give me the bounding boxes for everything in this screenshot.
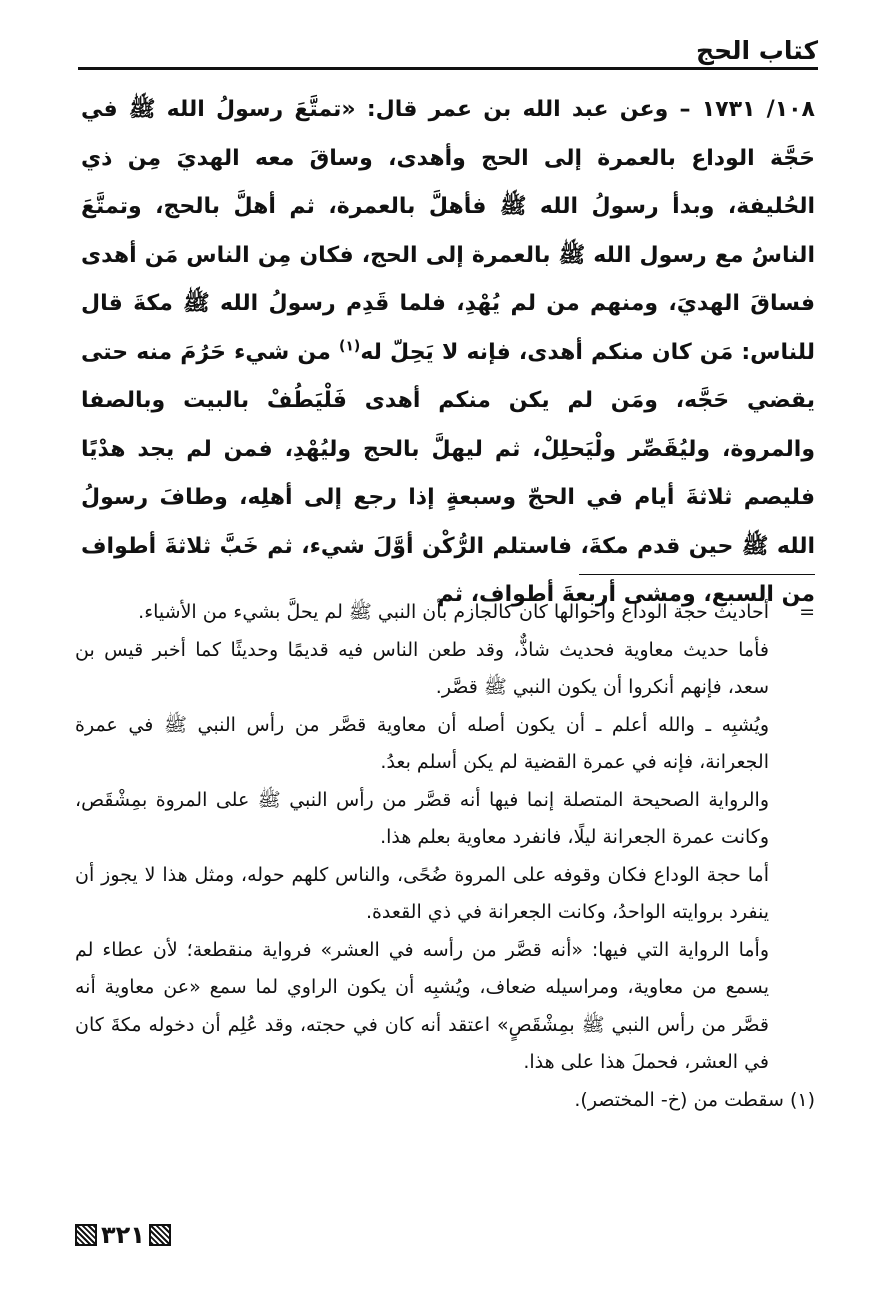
footnote-paragraph [75, 632, 815, 707]
chapter-title: كتاب الحج [696, 36, 818, 65]
footnote-paragraph [75, 857, 815, 932]
footnote-note-1 [75, 1082, 815, 1120]
hadith-text [81, 86, 815, 620]
footnote-paragraph [75, 932, 815, 1082]
page-number [75, 1218, 171, 1252]
footnote-text: أما حجة الوداع فكان وقوفه على المروة ضُحًى، والناس كلهم حوله، ومثل هذا لا يجوز أن ينفرد بروايته الواحدُ، وكانت الجعرانة في ذي القعدة. [75, 863, 769, 923]
footnotes [75, 594, 815, 1119]
hadith-body-part2: من شيء حَرُمَ منه حتى يقضي حَجَّه، ومَن لم يكن منكم أهدى فَلْيَطُفْ بالبيت وبالصفا والمروة، وليُقَصِّر ولْيَحلِلْ، ثم ليهلَّ بالحج وليُهْدِ، فمن لم يجد هدْيًا فليصم ثلاثةَ أيام في الحجّ وسبعةٍ إذا رجع إلى أهلِه، وطافَ رسولُ الله ﷺ حين قدم مكةَ، فاستلم الرُّكْن أوَّلَ شيء، ثم خَبَّ ثلاثةَ أطواف من السبع، ومشى أربعةَ أطواف، ثم [81, 339, 815, 607]
continuation-mark: = [799, 601, 815, 623]
footnote-paragraph [75, 707, 815, 782]
page-number-text: ٣٢١ [101, 1221, 145, 1249]
ornament-icon [75, 1224, 97, 1246]
header-rule [78, 67, 818, 70]
hadith-paragraph [81, 86, 815, 620]
hadith-number: ١٠٨/ ١٧٣١ [701, 97, 815, 122]
footnote-text: والرواية الصحيحة المتصلة إنما فيها أنه قصَّر من رأس النبي ﷺ على المروة بمِشْقَص، وكانت عمرة الجعرانة ليلًا، فانفرد معاوية بعلم هذا. [75, 788, 769, 848]
footnote-text: وأما الرواية التي فيها: «أنه قصَّر من رأسه في العشر» فرواية منقطعة؛ لأن عطاء لم يسمع من معاوية، ومراسيله ضعاف، ويُشبِه أن يكون الراوي لما سمع «عن معاوية أنه قصَّر من رأس النبي ﷺ بمِشْقَصٍ» اعتقد أنه كان في حجته، وقد عُلِم أن دخوله مكةَ كان في العشر، فحملَ هذا على هذا. [75, 938, 769, 1073]
footnote-paragraph [75, 782, 815, 857]
footnote-note-text: (١) سقطت من (خ- المختصر). [574, 1088, 815, 1111]
footnote-text: فأما حديث معاوية فحديث شاذٌّ، وقد طعن الناس فيه قديمًا وحديثًا كما أخبر قيس بن سعد، فإنهم أنكروا أن يكون النبي ﷺ قصَّر. [75, 638, 769, 698]
footnote-paragraph [75, 594, 815, 632]
running-header [78, 36, 818, 70]
hadith-body-part1: – وعن عبد الله بن عمر قال: «تمتَّعَ رسولُ الله ﷺ في حَجَّة الوداع بالعمرة إلى الحج وأهدى، وساقَ معه الهديَ مِن ذي الحُليفة، وبدأ رسولُ الله ﷺ فأهلَّ بالعمرة، ثم أهلَّ بالحج، وتمتَّعَ الناسُ مع رسول الله ﷺ بالعمرة إلى الحج، فكان مِن الناس مَن أهدى فساقَ الهديَ، ومنهم من لم يُهْدِ، فلما قَدِم رسولُ الله ﷺ مكةَ قال للناس: مَن كان منكم أهدى، فإنه لا يَحِلّ له [81, 97, 815, 365]
footnote-marker: (١) [338, 338, 361, 355]
footnote-separator [579, 574, 815, 575]
footnote-text: ويُشبِه ـ والله أعلم ـ أن يكون أصله أن معاوية قصَّر من رأس النبي ﷺ في عمرة الجعرانة، فإنه في عمرة القضية لم يكن أسلم بعدُ. [75, 713, 769, 773]
ornament-icon [149, 1224, 171, 1246]
footnote-text: أحاديث حجة الوداع وأحوالها كان كالجازم بأن النبي ﷺ لم يحلَّ بشيء من الأشياء. [138, 601, 769, 623]
